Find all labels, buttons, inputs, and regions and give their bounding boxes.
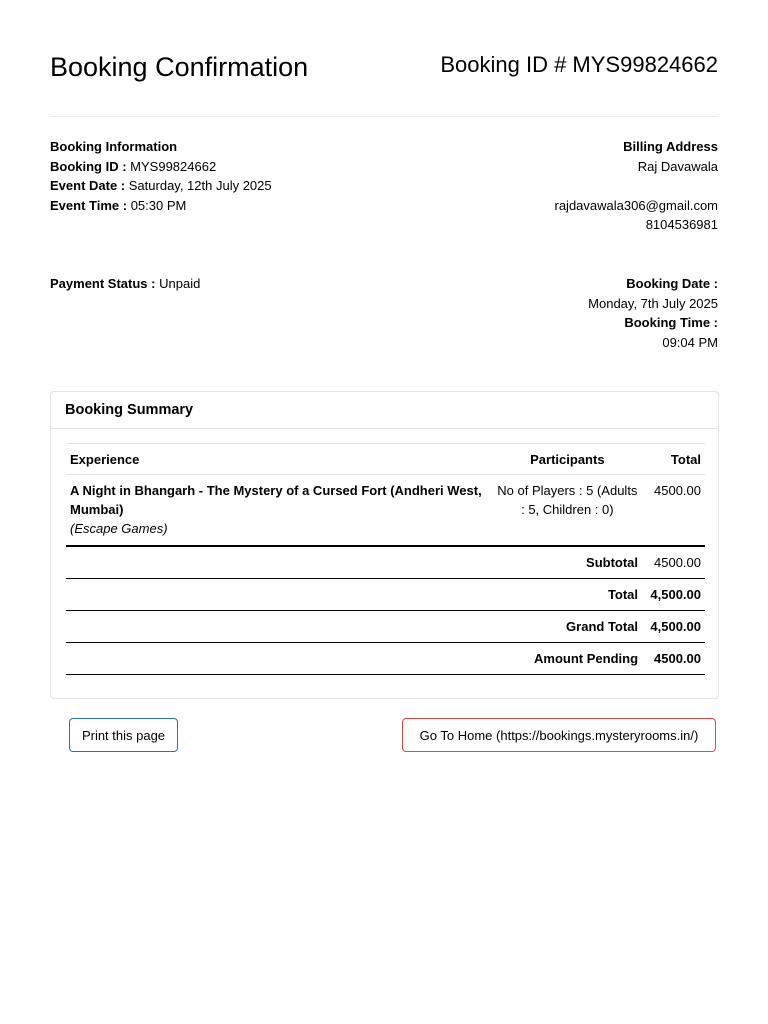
print-button[interactable]: Print this page	[69, 718, 178, 752]
subtotal-row	[66, 546, 705, 579]
billing-address	[555, 137, 719, 235]
experience-cell	[66, 475, 493, 547]
experience-category: (Escape Games)	[70, 521, 168, 536]
amount-pending-label: Amount Pending	[493, 643, 642, 675]
column-header-participants: Participants	[493, 444, 642, 475]
total-label: Total	[493, 579, 642, 611]
booking-datetime	[588, 274, 718, 352]
billing-title: Billing Address	[623, 139, 718, 154]
go-home-button[interactable]: Go To Home (https://bookings.mysteryrooms.in/)	[402, 718, 716, 752]
column-header-total: Total	[642, 444, 705, 475]
table-header-row	[66, 444, 705, 475]
booking-id-value: MYS99824662	[130, 158, 217, 174]
booking-summary-table	[66, 443, 705, 675]
billing-name: Raj Davawala	[637, 158, 718, 174]
booking-time-label: Booking Time :	[624, 315, 718, 330]
booking-summary-panel	[50, 391, 719, 699]
table-row	[66, 475, 705, 547]
item-total-cell: 4500.00	[642, 475, 705, 547]
event-date-row	[50, 176, 272, 196]
experience-name: A Night in Bhangarh - The Mystery of a Cursed Fort (Andheri West, Mumbai)	[70, 483, 482, 517]
booking-id-label: Booking ID :	[50, 158, 127, 174]
grand-total-label: Grand Total	[493, 611, 642, 643]
booking-information	[50, 137, 272, 215]
booking-date-label: Booking Date :	[626, 276, 718, 291]
event-time-value: 05:30 PM	[130, 197, 187, 213]
event-date-value: Saturday, 12th July 2025	[128, 178, 272, 193]
event-time-row	[50, 196, 272, 216]
column-header-experience: Experience	[66, 444, 493, 475]
booking-id-row	[50, 157, 272, 177]
booking-id-heading: Booking ID # MYS99824662	[440, 52, 718, 77]
amount-pending-value: 4500.00	[642, 643, 705, 675]
payment-status	[50, 274, 200, 294]
subtotal-value: 4500.00	[642, 546, 705, 579]
event-date-label: Event Date :	[50, 178, 126, 193]
billing-email: rajdavawala306@gmail.com	[554, 197, 718, 213]
booking-time-value: 09:04 PM	[662, 334, 718, 350]
booking-date-value: Monday, 7th July 2025	[588, 295, 718, 311]
payment-status-label: Payment Status :	[50, 276, 156, 291]
grand-total-row	[66, 611, 705, 643]
grand-total-value: 4,500.00	[642, 611, 705, 643]
event-time-label: Event Time :	[50, 197, 128, 213]
booking-summary-title: Booking Summary	[51, 392, 718, 429]
subtotal-label: Subtotal	[493, 546, 642, 579]
participants-cell: No of Players : 5 (Adults : 5, Children : 0)	[493, 475, 642, 547]
total-value: 4,500.00	[642, 579, 705, 611]
page-title: Booking Confirmation	[50, 52, 309, 82]
payment-status-value: Unpaid	[159, 276, 201, 291]
total-row	[66, 579, 705, 611]
amount-pending-row	[66, 643, 705, 675]
header-divider	[50, 116, 718, 117]
billing-spacer	[555, 176, 719, 196]
booking-info-title: Booking Information	[50, 139, 178, 154]
billing-phone: 8104536981	[645, 217, 718, 232]
